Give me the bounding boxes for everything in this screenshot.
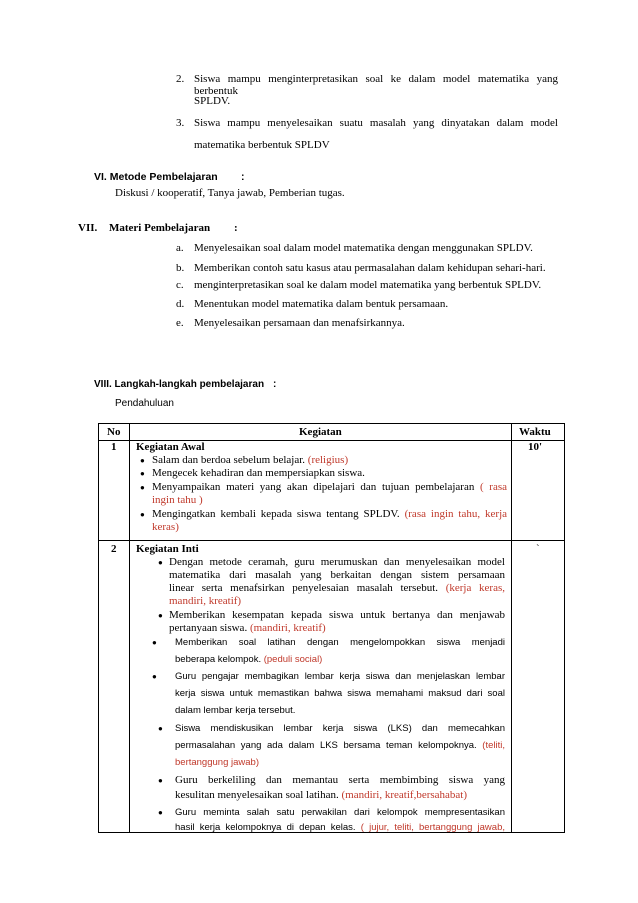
- section-heading: VIII. Langkah-langkah pembelajaran: [94, 379, 265, 390]
- bullet-icon: ●: [140, 469, 145, 478]
- character-tag: ( rasa: [480, 481, 508, 493]
- table-divider: [99, 540, 564, 541]
- activity-text: kesulitan menyelesaikan soal latihan.: [175, 789, 339, 801]
- activity-text: kerja siswa untuk memastikan bahwa siswa memahami maksud dari soal: [175, 688, 505, 699]
- character-tag: (kerja keras,: [445, 582, 505, 594]
- section-subheading: Pendahuluan: [115, 398, 174, 409]
- objective-text: SPLDV.: [194, 95, 231, 107]
- activity-text: pertanyaan siswa.: [169, 622, 248, 634]
- activity-text: Menyampaikan materi yang akan dipelajari dan tujuan pembelajaran: [152, 481, 475, 493]
- bullet-icon: ●: [152, 672, 157, 681]
- list-item: [169, 622, 326, 635]
- row-number: 2: [111, 543, 117, 555]
- list-item: [152, 481, 507, 494]
- materi-letter: a.: [176, 242, 184, 254]
- activity-text: Siswa mendiskusikan lembar kerja siswa (LKS) dan memecahkan: [175, 723, 505, 734]
- row-title: Kegiatan Inti: [136, 543, 199, 555]
- objective-text: Siswa mampu menginterpretasikan soal ke dalam model matematika yang berbentuk: [194, 73, 558, 97]
- activity-text: Memberikan kesempatan kepada siswa untuk bertanya dan menjawab: [169, 609, 505, 621]
- character-tag: (peduli social): [263, 654, 323, 665]
- table-divider: [511, 424, 512, 832]
- list-item: [152, 508, 507, 521]
- section-colon: :: [241, 171, 245, 183]
- activity-text: beberapa kelompok.: [175, 654, 262, 665]
- character-tag: ingin tahu ): [152, 494, 203, 506]
- activity-text: Guru meminta salah satu perwakilan dari kelompok mempresentasikan: [175, 807, 505, 818]
- activity-text: Mengingatkan kembali kepada siswa tentang SPLDV.: [152, 508, 400, 520]
- row-title: Kegiatan Awal: [136, 441, 205, 453]
- list-item: [175, 789, 467, 802]
- table-header-kegiatan: Kegiatan: [299, 426, 342, 438]
- activity-text: linear serta menafsirkan penyelesaian masalah tersebut.: [169, 582, 439, 594]
- activity-text: Guru berkeliling dan memantau serta membimbing siswa yang: [175, 774, 505, 786]
- objective-number: 3.: [176, 117, 185, 129]
- list-item: [175, 821, 505, 834]
- section-body: Diskusi / kooperatif, Tanya jawab, Pemberian tugas.: [115, 187, 345, 199]
- bullet-icon: ●: [158, 558, 163, 567]
- bullet-icon: ●: [140, 456, 145, 465]
- activity-text: Memberikan soal latihan dengan mengelompokkan siswa menjadi: [175, 637, 505, 648]
- row-time: 10': [528, 441, 543, 453]
- section-heading: Materi Pembelajaran: [109, 222, 211, 234]
- activity-text: matematika dari masalah yang berkaitan dengan sistem persamaan: [169, 569, 505, 581]
- character-tag: (rasa ingin tahu, kerja: [404, 508, 508, 520]
- table-divider: [129, 424, 130, 832]
- bullet-icon: ●: [158, 808, 163, 817]
- materi-item: menginterpretasikan soal ke dalam model matematika yang berbentuk SPLDV.: [194, 279, 542, 291]
- activity-text: Dengan metode ceramah, guru merumuskan dan menyelesaikan model: [169, 556, 505, 568]
- row-time: `: [536, 543, 540, 555]
- bullet-icon: ●: [158, 724, 163, 733]
- character-tag: mandiri, kreatif): [169, 595, 242, 607]
- materi-letter: b.: [176, 262, 185, 274]
- bullet-icon: ●: [158, 611, 163, 620]
- bullet-icon: ●: [152, 638, 157, 647]
- activity-text: Mengecek kehadiran dan mempersiapkan siswa.: [152, 467, 365, 479]
- section-colon: :: [273, 379, 277, 390]
- materi-item: Menentukan model matematika dalam bentuk persamaan.: [194, 298, 449, 310]
- activity-text: dalam lembar kerja tersebut.: [175, 705, 296, 716]
- materi-item: Menyelesaikan persamaan dan menafsirkannya.: [194, 317, 405, 329]
- objective-text: matematika berbentuk SPLDV: [194, 139, 330, 151]
- materi-item: Menyelesaikan soal dalam model matematika dengan menggunakan SPLDV.: [194, 242, 533, 254]
- list-item: [152, 454, 348, 467]
- list-item: [169, 582, 505, 595]
- section-heading: VI. Metode Pembelajaran: [94, 171, 218, 183]
- character-tag: (mandiri, kreatif,bersahabat): [341, 789, 468, 801]
- objective-text: Siswa mampu menyelesaikan suatu masalah yang dinyatakan dalam model: [194, 117, 558, 129]
- activity-text: Guru pengajar membagikan lembar kerja siswa dan menjelaskan lembar: [175, 671, 505, 682]
- section-colon: :: [234, 222, 238, 234]
- activity-text: hasil kerja kelompoknya di depan kelas.: [175, 822, 356, 833]
- materi-item: Memberikan contoh satu kasus atau permasalahan dalam kehidupan sehari-hari.: [194, 262, 546, 274]
- materi-letter: c.: [176, 279, 184, 291]
- character-tag: keras): [152, 521, 179, 533]
- character-tag: (teliti,: [482, 740, 505, 751]
- activity-text: Salam dan berdoa sebelum belajar.: [152, 454, 306, 466]
- materi-letter: e.: [176, 317, 184, 329]
- character-tag: bertanggung jawab): [175, 757, 259, 768]
- table-header-waktu: Waktu: [519, 426, 551, 438]
- bullet-icon: ●: [158, 776, 163, 785]
- list-item: [175, 739, 505, 752]
- activity-table: [98, 423, 565, 833]
- character-tag: ( jujur, teliti, bertanggung jawab,: [360, 822, 505, 833]
- section-number: VII.: [78, 222, 98, 234]
- materi-letter: d.: [176, 298, 185, 310]
- table-header-no: No: [107, 426, 121, 438]
- activity-text: permasalahan yang ada dalam LKS bersama teman kelompoknya.: [175, 740, 477, 751]
- bullet-icon: ●: [140, 510, 145, 519]
- list-item: [175, 653, 322, 666]
- character-tag: (religius): [307, 454, 349, 466]
- objective-number: 2.: [176, 73, 185, 85]
- bullet-icon: ●: [140, 483, 145, 492]
- row-number: 1: [111, 441, 117, 453]
- character-tag: (mandiri, kreatif): [249, 622, 326, 634]
